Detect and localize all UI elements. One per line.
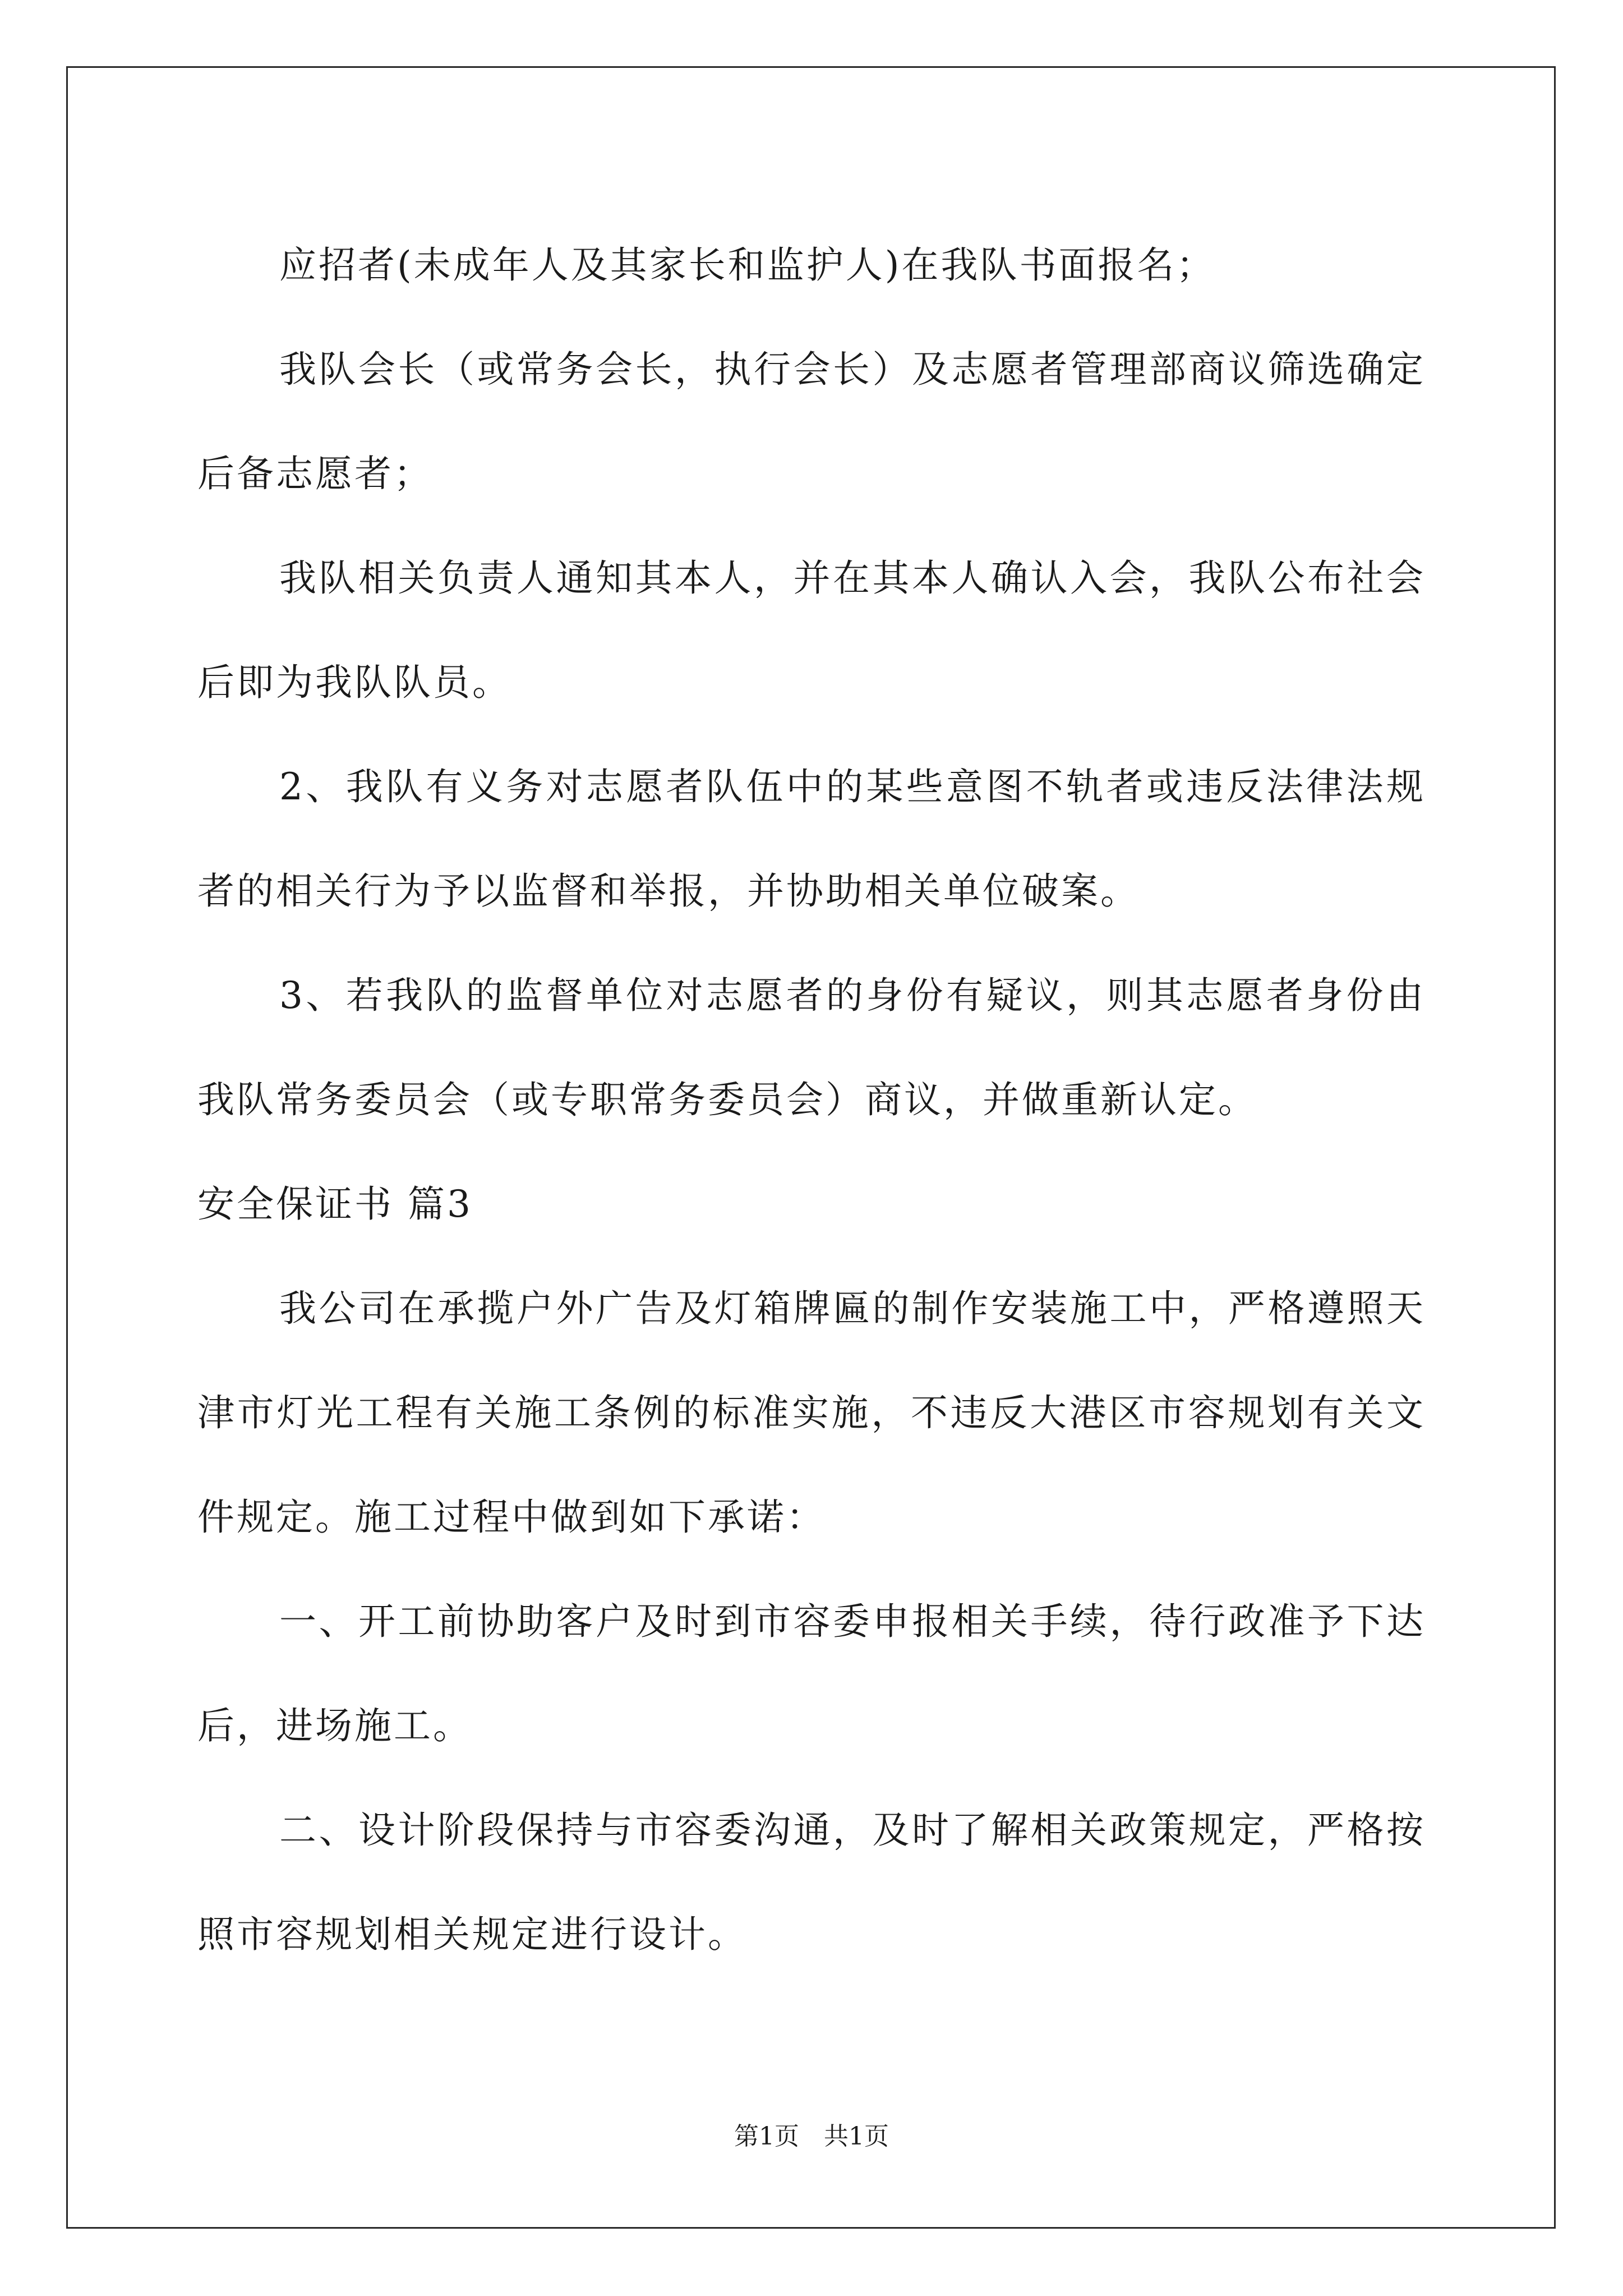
paragraph: 一、开工前协助客户及时到市容委申报相关手续，待行政准予下达后，进场施工。 [197,1600,1426,1747]
paragraph: 应招者(未成年人及其家长和监护人)在我队书面报名； [279,243,1216,287]
paragraph: 我公司在承揽户外广告及灯箱牌匾的制作安装施工中，严格遵照天津市灯光工程有关施工条例的标准实施，不违反大港区市容规划有关文件规定。施工过程中做到如下承诺： [197,1287,1426,1539]
paragraph: 3、若我队的监督单位对志愿者的身份有疑议，则其志愿者身份由我队常务委员会（或专职常务委员会）商议，并做重新认定。 [197,974,1426,1121]
section-heading: 安全保证书 篇3 [197,1182,473,1226]
document-body [197,213,1426,1987]
paragraph: 我队相关负责人通知其本人，并在其本人确认入会，我队公布社会后即为我队队员。 [197,556,1426,704]
paragraph: 二、设计阶段保持与市容委沟通，及时了解相关政策规定，严格按照市容规划相关规定进行设计。 [197,1809,1426,1956]
paragraph: 我队会长（或常务会长，执行会长）及志愿者管理部商议筛选确定后备志愿者； [197,348,1426,495]
paragraph: 2、我队有义务对志愿者队伍中的某些意图不轨者或违反法律法规者的相关行为予以监督和举报，并协助相关单位破案。 [197,765,1426,913]
page-footer: 第1页 共1页 [734,2122,889,2151]
